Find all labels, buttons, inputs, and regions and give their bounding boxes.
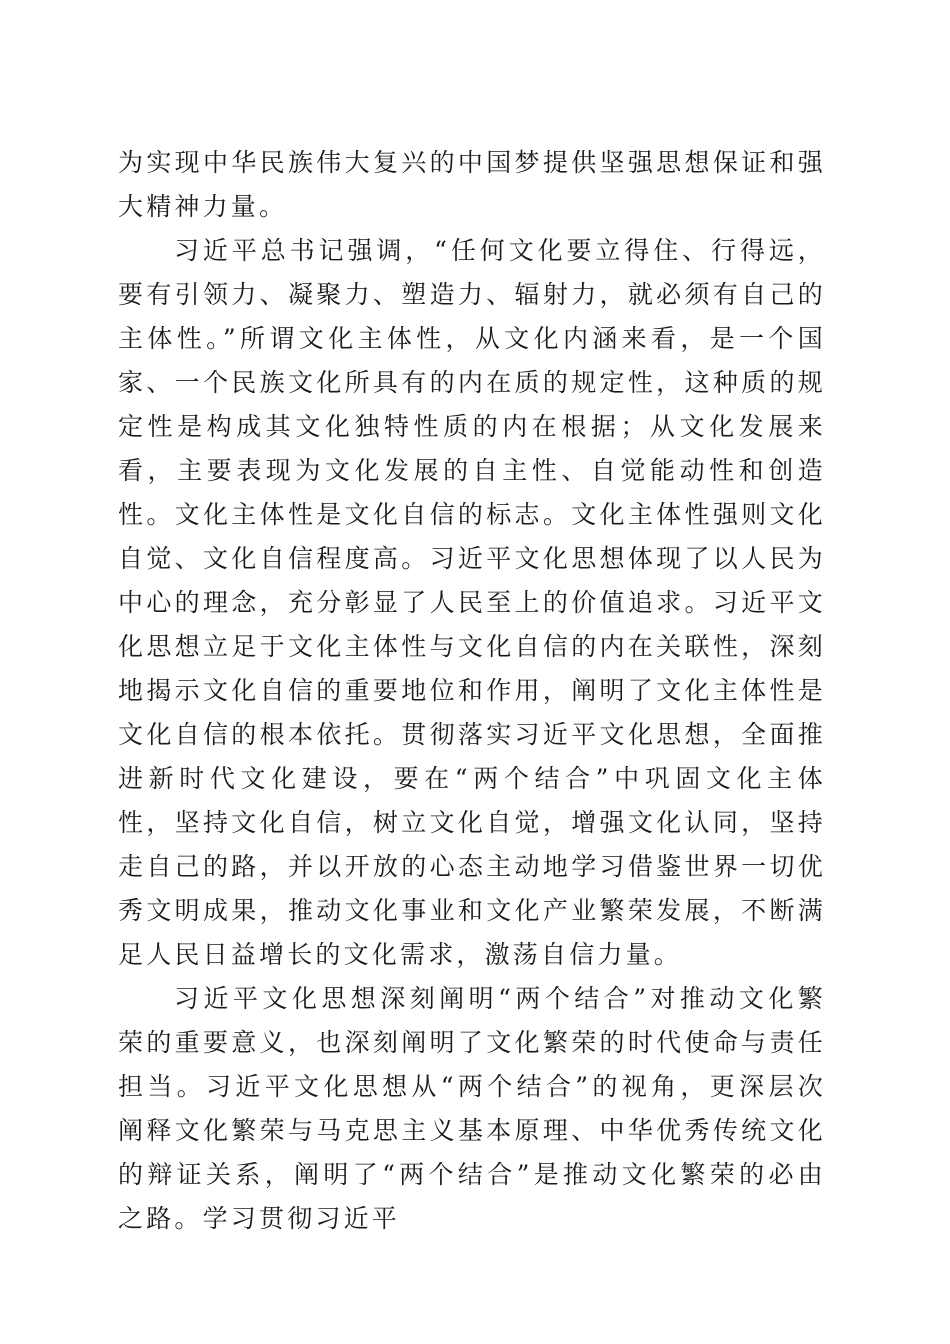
paragraph-two-combinations: 习近平文化思想深刻阐明“两个结合”对推动文化繁荣的重要意义，也深刻阐明了文化繁荣的时代使命与责任担当。习近平文化思想从“两个结合”的视角，更深层次阐释文化繁荣与马克思主义基本原理、中华优秀传统文化的辩证关系，阐明了“两个结合”是推动文化繁荣的必由之路。学习贯彻习近平 [118,984,826,1233]
document-page [118,141,826,1241]
paragraph-cultural-subjectivity: 习近平总书记强调，“任何文化要立得住、行得远，要有引领力、凝聚力、塑造力、辐射力，就必须有自己的主体性。”所谓文化主体性，从文化内涵来看，是一个国家、一个民族文化所具有的内在质的规定性，这种质的规定性是构成其文化独特性质的内在根据；从文化发展来看，主要表现为文化发展的自主性、自觉能动性和创造性。文化主体性是文化自信的标志。文化主体性强则文化自觉、文化自信程度高。习近平文化思想体现了以人民为中心的理念，充分彰显了人民至上的价值追求。习近平文化思想立足于文化主体性与文化自信的内在关联性，深刻地揭示文化自信的重要地位和作用，阐明了文化主体性是文化自信的根本依托。贯彻落实习近平文化思想，全面推进新时代文化建设，要在“两个结合”中巩固文化主体性，坚持文化自信，树立文化自觉，增强文化认同，坚持走自己的路，并以开放的心态主动地学习借鉴世界一切优秀文明成果，推动文化事业和文化产业繁荣发展，不断满足人民日益增长的文化需求，激荡自信力量。 [118,236,826,969]
paragraph-continuation: 为实现中华民族伟大复兴的中国梦提供坚强思想保证和强大精神力量。 [118,148,826,221]
